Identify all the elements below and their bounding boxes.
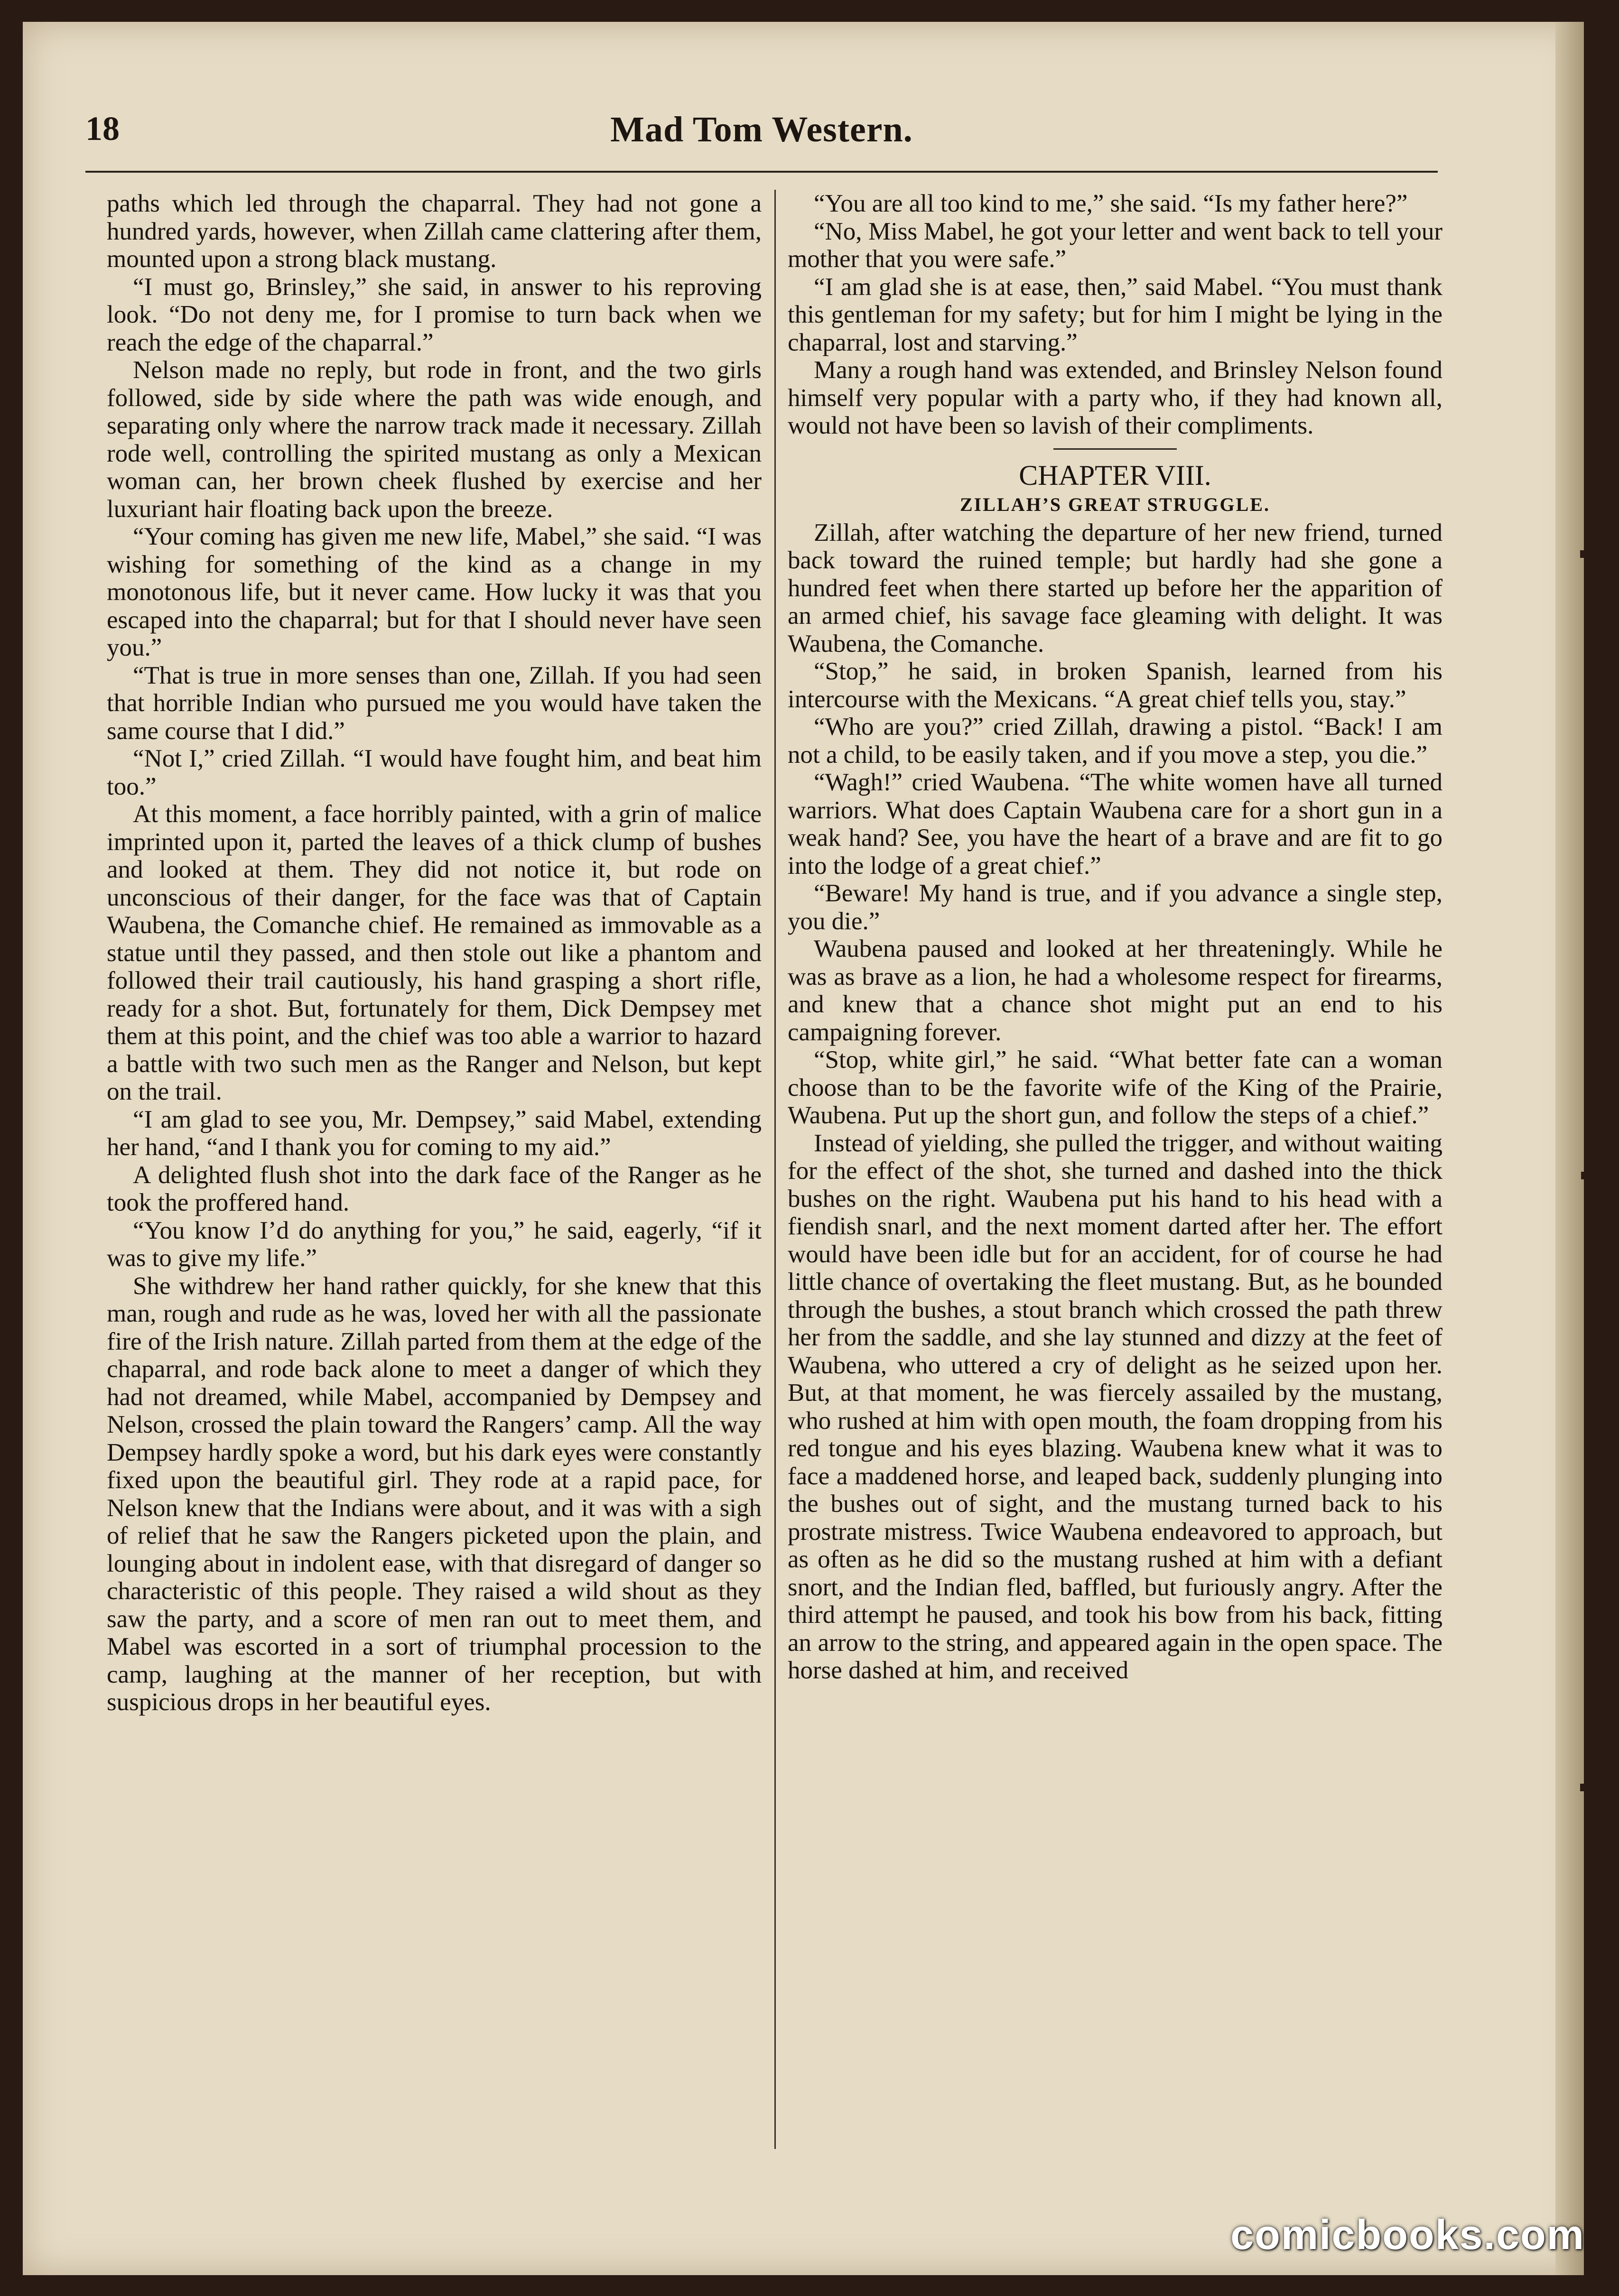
paragraph: “I must go, Brinsley,” she said, in answer to his reproving look. “Do not deny me, for I promise to turn back when we reach the edge of the chaparral.” (107, 273, 762, 356)
running-title: Mad Tom Western. (610, 110, 913, 149)
page-header (85, 109, 1438, 157)
paragraph: “Not I,” cried Zillah. “I would have fought him, and beat him too.” (107, 745, 762, 800)
paragraph: “I am glad she is at ease, then,” said Mabel. “You must thank this gentleman for my safety; but for him I might be lying in the chaparral, lost and starving.” (788, 273, 1442, 356)
paragraph: Zillah, after watching the departure of her new friend, turned back toward the ruined temple; but hardly had she gone a hundred feet when there started up before her the apparition of an armed chief, his savage face gleaming with delight. It was Waubena, the Comanche. (788, 518, 1442, 657)
paragraph: Waubena paused and looked at her threateningly. While he was as brave as a lion, he had a wholesome respect for firearms, and knew that a chance shot might put an end to his campaigning forever. (788, 935, 1442, 1046)
binding-mark (1581, 1172, 1614, 1179)
chapter-rule (1053, 448, 1177, 450)
column-divider (774, 190, 776, 2149)
paragraph: At this moment, a face horribly painted, with a grin of malice imprinted upon it, parted the leaves of a thick clump of bushes and looked at them. They did not notice it, but rode on unconscious of their danger, for the face was that of Captain Waubena, the Comanche chief. He remained as immovable as a statue until they passed, and then stole out like a phantom and followed their trail cautiously, his hand grasping a short rifle, ready for a shot. But, fortunately for them, Dick Dempsey met them at this point, and the chief was too able a warrior to hazard a battle with two such men as the Ranger and Nelson, but kept on the trail. (107, 800, 762, 1105)
paragraph: “Your coming has given me new life, Mabel,” she said. “I was wishing for something of the kind as a change in my monotonous life, but it never came. How lucky it was that you escaped into the chaparral; but for that I should never have seen you.” (107, 523, 762, 661)
binding-mark (1585, 190, 1618, 197)
paragraph: “I am glad to see you, Mr. Dempsey,” said Mabel, extending her hand, “and I thank you for coming to my aid.” (107, 1105, 762, 1161)
paragraph: Instead of yielding, she pulled the trigger, and without waiting for the effect of the shot, she turned and dashed into the thick bushes on the right. Waubena put his hand to his head with a fiendish snarl, and the next moment darted after her. The effort would have been idle but for an accident, for of course he had little chance of overtaking the fleet mustang. But, as he bounded through the bushes, a stout branch which crossed the path threw her from the saddle, and she lay stunned and dizzy at the feet of Waubena, who uttered a cry of delight as he seized upon her. But, at that moment, he was fiercely assailed by the mustang, who rushed at him with open mouth, the foam dropping from his red tongue and his eyes blazing. Waubena knew what it was to face a maddened horse, and leaped back, suddenly plunging into the bushes out of sight, and the mustang turned back to his prostrate mistress. Twice Waubena endeavored to approach, but as often as he did so the mustang rushed at him with a defiant snort, and the Indian fled, baffled, but furiously angry. After the third attempt he paused, and took his bow from his back, fitting an arrow to the string, and appeared again in the open space. The horse dashed at him, and received (788, 1129, 1442, 1684)
site-watermark: comicbooks.com (1230, 2211, 1585, 2258)
paragraph: “No, Miss Mabel, he got your letter and went back to tell your mother that you were safe.” (788, 217, 1442, 273)
paragraph: “Stop, white girl,” he said. “What better fate can a woman choose than to be the favorite wife of the King of the Prairie, Waubena. Put up the short gun, and follow the steps of a chief.” (788, 1046, 1442, 1129)
paragraph: “You are all too kind to me,” she said. “Is my father here?” (814, 190, 1408, 217)
binding-mark (1580, 550, 1613, 558)
page-number: 18 (85, 110, 120, 148)
paragraph: Many a rough hand was extended, and Brinsley Nelson found himself very popular with a party who, if they had known all, would not have been so lavish of their compliments. (788, 356, 1442, 439)
header-rule (85, 171, 1438, 173)
paragraph: paths which led through the chaparral. They had not gone a hundred yards, however, when Zillah came clattering after them, mounted upon a strong black mustang. (107, 190, 762, 273)
left-column (107, 190, 762, 1716)
paragraph: “Beware! My hand is true, and if you advance a single step, you die.” (788, 880, 1442, 935)
chapter-heading: CHAPTER VIII. (1019, 459, 1211, 491)
paragraph: “You know I’d do anything for you,” he said, eagerly, “if it was to give my life.” (107, 1216, 762, 1272)
paragraph: “Stop,” he said, in broken Spanish, learned from his intercourse with the Mexicans. “A great chief tells you, stay.” (788, 657, 1442, 713)
paragraph: “That is true in more senses than one, Zillah. If you had seen that horrible Indian who pursued me you would have taken the same course that I did.” (107, 661, 762, 745)
page-spine-edge (1555, 22, 1584, 2275)
right-column (788, 190, 1442, 1685)
paragraph: Nelson made no reply, but rode in front, and the two girls followed, side by side where the path was wide enough, and separating only where the narrow track made it necessary. Zillah rode well, controlling the spirited mustang as only a Mexican woman can, her brown cheek flushed by exercise and her luxuriant hair floating back upon the breeze. (107, 356, 762, 523)
binding-mark (1580, 1784, 1613, 1791)
paragraph: She withdrew her hand rather quickly, for she knew that this man, rough and rude as he was, loved her with all the passionate fire of the Irish nature. Zillah parted from them at the edge of the chaparral, and rode back alone to meet a danger of which they had not dreamed, while Mabel, accompanied by Dempsey and Nelson, crossed the plain toward the Rangers’ camp. All the way Dempsey hardly spoke a word, but his dark eyes were constantly fixed upon the beautiful girl. They rode at a rapid pace, for Nelson knew that the Indians were about, and it was with a sigh of relief that he saw the Rangers picketed upon the plain, and lounging about in indolent ease, with that disregard of danger so characteristic of this people. They raised a wild shout as they saw the party, and a score of men ran out to meet them, and Mabel was escorted in a sort of triumphal procession to the camp, laughing at the manner of her reception, but with suspicious drops in her beautiful eyes. (107, 1272, 762, 1716)
paragraph: “Wagh!” cried Waubena. “The white women have all turned warriors. What does Captain Waubena care for a short gun in a weak hand? See, you have the heart of a brave and are fit to go into the lodge of a great chief.” (788, 768, 1442, 880)
chapter-subtitle: ZILLAH’S GREAT STRUGGLE. (959, 493, 1270, 515)
paragraph: A delighted flush shot into the dark face of the Ranger as he took the proffered hand. (107, 1161, 762, 1216)
paragraph: “Who are you?” cried Zillah, drawing a pistol. “Back! I am not a child, to be easily taken, and if you move a step, you die.” (788, 713, 1442, 768)
